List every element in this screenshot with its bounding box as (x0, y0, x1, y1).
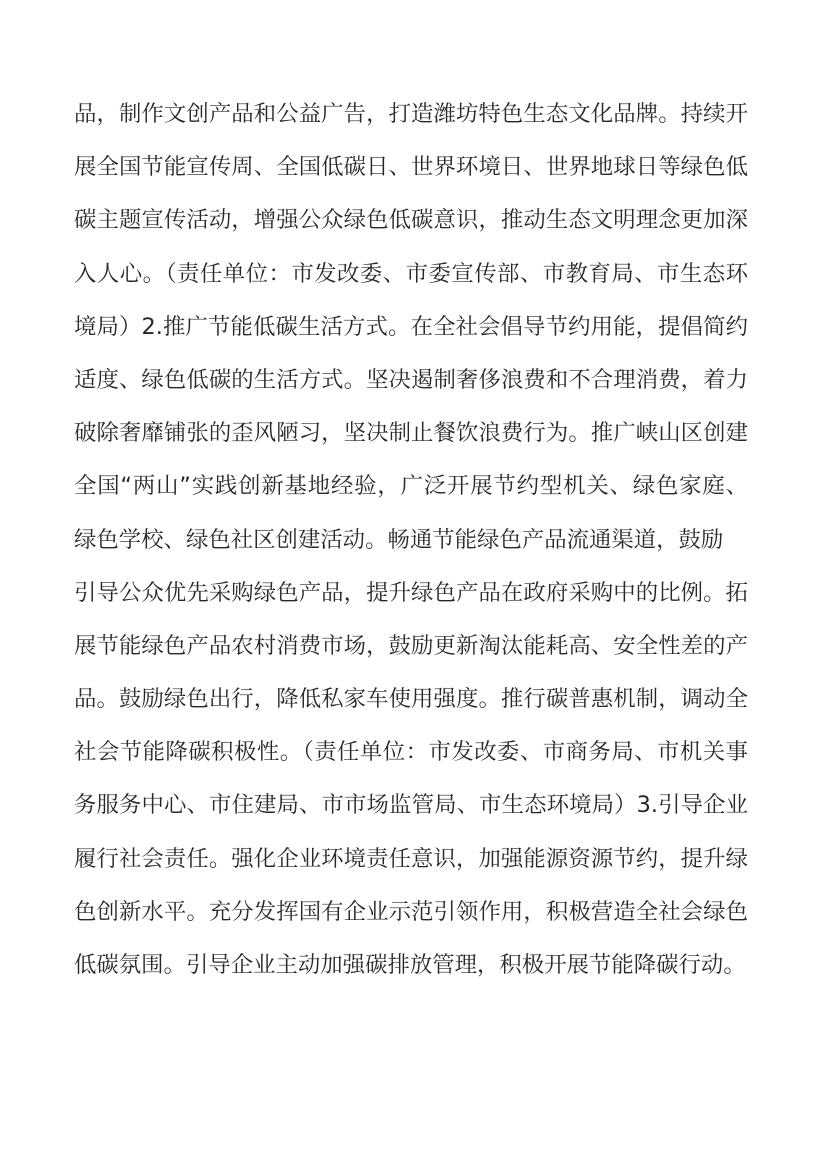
text-line: 务服务中心、市住建局、市市场监管局、市生态环境局）3.引导企业 (74, 792, 748, 819)
text-line: 全国“两山”实践创新基地经验，广泛开展节约型机关、绿色家庭、 (74, 473, 748, 500)
text-line: 品。鼓励绿色出行，降低私家车使用强度。推行碳普惠机制，调动全 (74, 686, 748, 713)
text-line: 展全国节能宣传周、全国低碳日、世界环境日、世界地球日等绿色低 (74, 154, 748, 181)
text-line: 破除奢靡铺张的歪风陋习，坚决制止餐饮浪费行为。推广峡山区创建 (74, 420, 748, 447)
text-line: 碳主题宣传活动，增强公众绿色低碳意识，推动生态文明理念更加深 (74, 207, 748, 234)
text-line: 适度、绿色低碳的生活方式。坚决遏制奢侈浪费和不合理消费，着力 (74, 366, 748, 393)
text-line: 展节能绿色产品农村消费市场，鼓励更新淘汰能耗高、安全性差的产 (74, 632, 748, 659)
text-line: 引导公众优先采购绿色产品，提升绿色产品在政府采购中的比例。拓 (74, 579, 748, 606)
text-line: 入人心。（责任单位：市发改委、市委宣传部、市教育局、市生态环 (74, 260, 748, 287)
text-line: 境局）2.推广节能低碳生活方式。在全社会倡导节约用能，提倡简约 (74, 313, 748, 340)
document-body-text (74, 88, 748, 992)
text-line: 绿色学校、绿色社区创建活动。畅通节能绿色产品流通渠道，鼓励 (74, 526, 724, 553)
text-line: 履行社会责任。强化企业环境责任意识，加强能源资源节约，提升绿 (74, 845, 748, 872)
text-line: 色创新水平。充分发挥国有企业示范引领作用，积极营造全社会绿色 (74, 898, 748, 925)
text-line: 低碳氛围。引导企业主动加强碳排放管理，积极开展节能降碳行动。 (74, 952, 746, 978)
text-line: 品，制作文创产品和公益广告，打造潍坊特色生态文化品牌。持续开 (74, 101, 748, 127)
text-line: 社会节能降碳积极性。（责任单位：市发改委、市商务局、市机关事 (74, 739, 748, 766)
